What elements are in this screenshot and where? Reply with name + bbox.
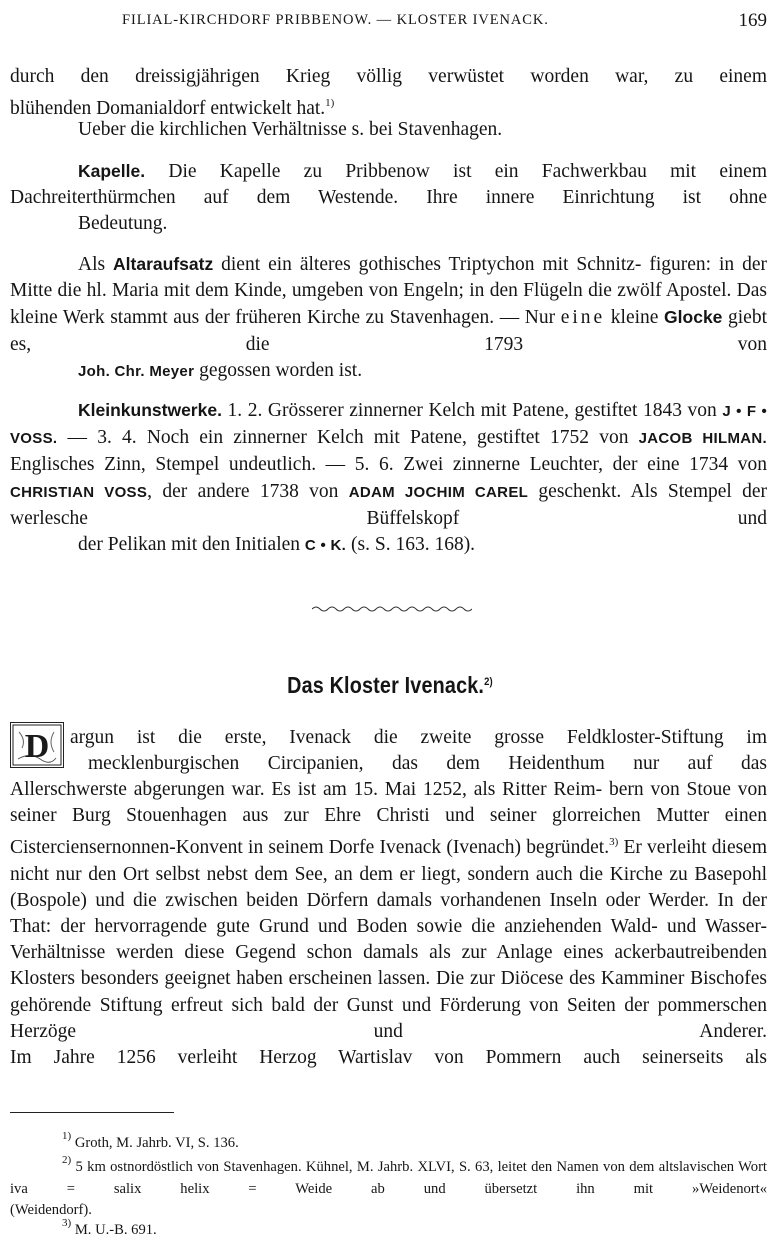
text-line: blühenden Domanialdorf entwickelt hat. xyxy=(10,98,326,120)
inscription-ck: C • K. xyxy=(304,537,347,555)
footnote-mark: 3) xyxy=(62,1217,72,1229)
ornamental-divider xyxy=(312,603,472,615)
text-line: argun ist die erste, Ivenack die zweite grosse Feldkloster-Stiftung im xyxy=(70,727,767,748)
text-line: Dachreiterthürmchen auf dem Westende. Ihre innere Einrichtung ist ohne xyxy=(10,187,767,209)
footnote-text: M. U.-B. 691. xyxy=(71,1222,157,1238)
text-run: giebt es, die 1793 von xyxy=(10,307,768,355)
text-run: , der andere 1738 von xyxy=(147,480,339,502)
text-run: Kirche zu Stavenhagen. — Nur xyxy=(306,307,561,329)
text-run: (s. S. 163. 168). xyxy=(346,534,476,556)
decorative-initial-d xyxy=(10,722,64,768)
text-run: (Ivenach) begründet. xyxy=(446,837,610,859)
text-line: Bedeutung. xyxy=(78,213,168,235)
text-line: Ueber die kirchlichen Verhältnisse s. bei Stavenhagen. xyxy=(78,119,503,140)
text-run: — 3. 4. Noch ein zinnerner Kelch mit Patene, gestiftet xyxy=(57,427,540,449)
paragraph-altar xyxy=(10,251,767,385)
text-run: gegossen worden ist. xyxy=(194,359,363,381)
text-run: der Pelikan mit den Initialen xyxy=(78,534,305,556)
initial-letter: D xyxy=(24,728,50,765)
text-run: geschenkt. Als Stempel der werlesche Büffelskopf und xyxy=(10,480,768,529)
text-run: 1752 von xyxy=(550,427,639,449)
paragraph-body-second xyxy=(88,751,767,777)
section-title-text: Das Kloster Ivenack. xyxy=(287,672,485,698)
footnote-text: 5 km ostnordöstlich von Stavenhagen. Kühnel, M. Jahrb. XLVI, S. 63, leitet den Namen xyxy=(71,1159,599,1175)
inscription-carel: ADAM JOCHIM CAREL xyxy=(348,483,529,501)
page-number: 169 xyxy=(738,10,767,31)
text-line: der Gunst und Förderung von Seiten der pommerschen Herzöge und Anderer. xyxy=(10,994,768,1042)
text-line: That: der hervorragende gute Grund und Boden sowie die anziehenden Wald- xyxy=(10,916,658,938)
footnote-mark: 2) xyxy=(62,1154,72,1166)
section-heading-kleinkunstwerke: Kleinkunstwerke. xyxy=(78,400,222,420)
term-altaraufsatz: Altaraufsatz xyxy=(113,254,214,274)
text-run: Als xyxy=(78,254,114,275)
text-line: mecklenburgischen Circipanien, das dem Heidenthum nur auf das xyxy=(88,753,767,774)
footnote-ref[interactable]: 3) xyxy=(609,836,619,849)
paragraph-kleinkunstwerke xyxy=(10,397,767,559)
footnote-mark: 1) xyxy=(62,1130,72,1142)
paragraph-kapelle xyxy=(10,158,767,238)
text-line: Im Jahre 1256 verleiht Herzog Wartislav von Pommern auch seinerseits als xyxy=(10,1047,767,1069)
text-line: Die Kapelle zu Pribbenow ist ein Fachwerkbau mit einem xyxy=(145,161,767,182)
text-line: eines ackerbautreibenden Klosters besonders geeignet haben erscheinen lassen. xyxy=(10,942,767,990)
footnote-text: Groth, M. Jahrb. VI, S. 136. xyxy=(71,1135,239,1151)
paragraph-intro xyxy=(10,64,767,122)
paragraph-body xyxy=(10,777,767,1071)
text-run: Er verleiht diesem nicht nur den Ort selbst nebst dem xyxy=(10,837,768,885)
footnote-2 xyxy=(10,1150,767,1222)
section-heading-kapelle: Kapelle. xyxy=(78,161,146,181)
text-run: zinnerne Leuchter, der eine 1734 von xyxy=(452,454,768,476)
text-line: den Flügeln die zwölf Apostel. Das kleine Werk stammt aus der früheren xyxy=(10,280,768,329)
running-title: FILIAL-KIRCHDORF PRIBBENOW. — KLOSTER IVENACK. xyxy=(122,12,549,28)
text-line: figuren: in der Mitte die hl. Maria mit dem Kinde, umgeben von Engeln; in xyxy=(10,254,767,302)
text-line: bern von Stoue von seiner Burg Stouenhagen aus zur Ehre Christi und seiner xyxy=(10,779,768,827)
text-line: Allerschwerste abgerungen war. Es ist am 15. Mai 1252, als Ritter Reim- xyxy=(10,779,603,800)
footnote-3 xyxy=(10,1213,767,1242)
text-line: See, an dem er liegt, sondern auch die Kirche zu Basepohl (Bospole) und die xyxy=(10,863,767,911)
section-title xyxy=(55,672,726,699)
text-run: dient ein älteres gothisches Triptychon mit Schnitz- xyxy=(213,254,642,275)
inscription-christian-voss: CHRISTIAN VOSS xyxy=(10,483,148,501)
text-line: durch den dreissigjährigen Krieg völlig verwüstet worden war, zu einem xyxy=(10,66,767,87)
text-line: glorreichen Mutter einen Cisterciensernonnen-Konvent in seinem Dorfe Ivenack xyxy=(10,805,768,859)
footnote-rule xyxy=(10,1112,174,1113)
inscription-hilman: JACOB HILMAN. xyxy=(638,430,767,448)
text-run: 1843 von xyxy=(642,400,723,421)
term-glocke: Glocke xyxy=(664,307,723,328)
text-line: zwischen beiden Dörfern damals vorhandenen Inseln oder Werder. In der xyxy=(165,889,767,911)
text-line: Die zur Diöcese des Kamminer Bischofes gehörende Stiftung erfreut sich bald xyxy=(10,968,767,1016)
name-meyer: Joh. Chr. Meyer xyxy=(78,362,195,380)
footnote-ref[interactable]: 2) xyxy=(484,676,493,688)
paragraph-body-first xyxy=(70,725,767,751)
page-header xyxy=(10,10,767,34)
footnote-text: (Weidendorf). xyxy=(10,1202,92,1218)
text-line: und Wasser-Verhältnisse werden diese Gegend schon damals als zur Anlage xyxy=(10,916,768,964)
text-run: Englisches Zinn, Stempel undeutlich. — 5. 6. Zwei xyxy=(10,454,444,476)
footnote-ref[interactable]: 1) xyxy=(325,97,335,110)
footnote-text: von dem altslavischen Wort iva = salix helix = Weide ab und übersetzt ihn mit »Weidenort« xyxy=(10,1159,767,1197)
paragraph-church-note xyxy=(10,117,767,143)
text-run: kleine xyxy=(605,307,665,329)
text-run: 1. 2. Grösserer zinnerner Kelch mit Patene, gestiftet xyxy=(221,400,638,421)
emphasis-eine: eine xyxy=(560,307,606,329)
inscription-voss: J • F • VOSS. xyxy=(10,403,768,448)
